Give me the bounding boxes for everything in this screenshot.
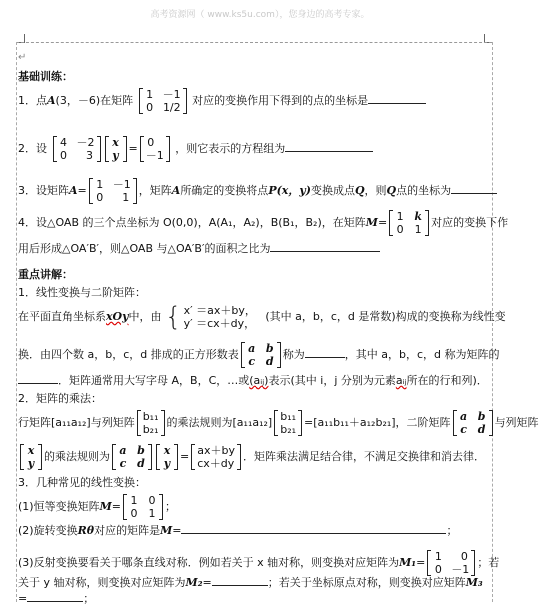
transform-1: (1)恒等变换矩阵M= 1 0 0 1 ； — [18, 494, 176, 520]
question-2: 2．设 4 －2 0 3 x y = 0 －1 ，则它表示的方程组为 — [18, 136, 373, 162]
answer-blank-8[interactable] — [212, 575, 268, 586]
reflection-x-matrix: 1 0 0 －1 — [427, 550, 475, 576]
section-2-title: 2．矩阵的乘法： — [18, 392, 102, 405]
vector-xy-2: x y — [20, 444, 42, 470]
matrix-q3: 1 －1 0 1 — [89, 178, 137, 204]
section-2-text-a: 行矩阵[a₁₁a₁₂]与列矩阵 b₁₁ b₂₁ 的乘法规则为[a₁₁a₁₂] b₁₁ b₂₁ =[a₁₁b₁₁＋a₁₂b₂₁]，二阶矩阵 a b c d 与列矩阵 — [18, 410, 539, 436]
matrix-q1: 1 －1 0 1/2 — [139, 88, 187, 114]
question-4-cont: 用后形成△OA′B′，则△OAB 与△OA′B′的面积之比为 — [18, 240, 380, 256]
transform-3-cont: 关于 y 轴对称，则变换对应矩阵为M₂= ；若关于坐标原点对称，则变换对应矩阵M₃ — [18, 576, 483, 589]
column-matrix-b-2: b₁₁ b₂₁ — [274, 410, 302, 436]
answer-blank-3[interactable] — [451, 183, 497, 194]
transform-2: (2)旋转变换Rθ对应的矩阵是M= ； — [18, 524, 458, 537]
basic-title: 基础训练： — [18, 70, 73, 83]
return-mark: ↵ — [18, 52, 27, 63]
section-2-text-b: x y 的乘法规则为 a b c d x y = ax＋by cx＋dy ．矩阵乘法满足结合律，不满足交换律和消去律． — [18, 444, 485, 470]
answer-blank-2[interactable] — [285, 141, 373, 152]
section-3-title: 3．几种常见的线性变换： — [18, 476, 146, 489]
answer-blank-6[interactable] — [18, 373, 58, 384]
answer-blank-4[interactable] — [270, 241, 380, 252]
section-1-title: 1．线性变换与二阶矩阵： — [18, 286, 146, 299]
page-header: 高考资源网（ www.ks5u.com），您身边的高考专家。 — [150, 10, 370, 20]
answer-blank-7[interactable] — [181, 523, 446, 534]
question-3: 3．设矩阵A= 1 －1 0 1 ，矩阵A所确定的变换将点P(x，y)变换成点Q，则Q点的坐标为 — [18, 178, 497, 204]
matrix-q2-b: 0 －1 — [140, 136, 170, 162]
column-matrix-b: b₁₁ b₂₁ — [137, 410, 165, 436]
section-1-text-b: 换．由四个数 a，b，c，d 排成的正方形数表 a b c d 称为 ，其中 a，b，c，d 称为矩阵的 — [18, 342, 500, 368]
question-4: 4．设△OAB 的三个点坐标为 O(0,0)，A(A₁，A₂)，B(B₁，B₂)，在矩阵M= 1 k 0 1 对应的变换下作 — [18, 210, 509, 236]
answer-blank-5[interactable] — [305, 347, 345, 358]
linear-system: { x′ ＝ax＋by， y′ ＝cx＋dy， — [165, 302, 256, 332]
identity-matrix: 1 0 0 1 — [123, 494, 163, 520]
key-title: 重点讲解： — [18, 268, 73, 281]
question-1: 1．点A(3，－6)在矩阵 1 －1 0 1/2 对应的变换作用下得到的点的坐标是 — [18, 88, 426, 114]
answer-blank-9[interactable] — [27, 591, 83, 602]
vector-xy-3: x y — [156, 444, 178, 470]
transform-3: (3)反射变换要看关于哪条直线对称．例如若关于 x 轴对称，则变换对应矩阵为M₁= 1 0 0 －1 ；若 — [18, 550, 500, 576]
transform-3-cont2: = ； — [18, 592, 95, 605]
vector-xy: x y — [105, 136, 127, 162]
matrix-abcd-3: a b c d — [112, 444, 152, 470]
section-1-text-c: ．矩阵通常用大写字母 A，B，C，…或(aᵢⱼ)表示(其中 i，j 分别为元素aᵢⱼ所在的行和列)． — [18, 372, 488, 388]
matrix-abcd-2: a b c d — [453, 410, 493, 436]
matrix-q4: 1 k 0 1 — [389, 210, 429, 236]
header-divider — [16, 42, 492, 43]
matrix-q2-a: 4 －2 0 3 — [53, 136, 101, 162]
left-margin-line — [16, 42, 17, 602]
answer-blank-1[interactable] — [368, 93, 426, 104]
product-matrix: ax＋by cx＋dy — [191, 444, 241, 470]
matrix-abcd: a b c d — [241, 342, 281, 368]
section-1-text-a: 在平面直角坐标系xOy中，由 { x′ ＝ax＋by， y′ ＝cx＋dy， (其中 a，b，c，d 是常数)构成的变换称为线性变 — [18, 302, 506, 332]
